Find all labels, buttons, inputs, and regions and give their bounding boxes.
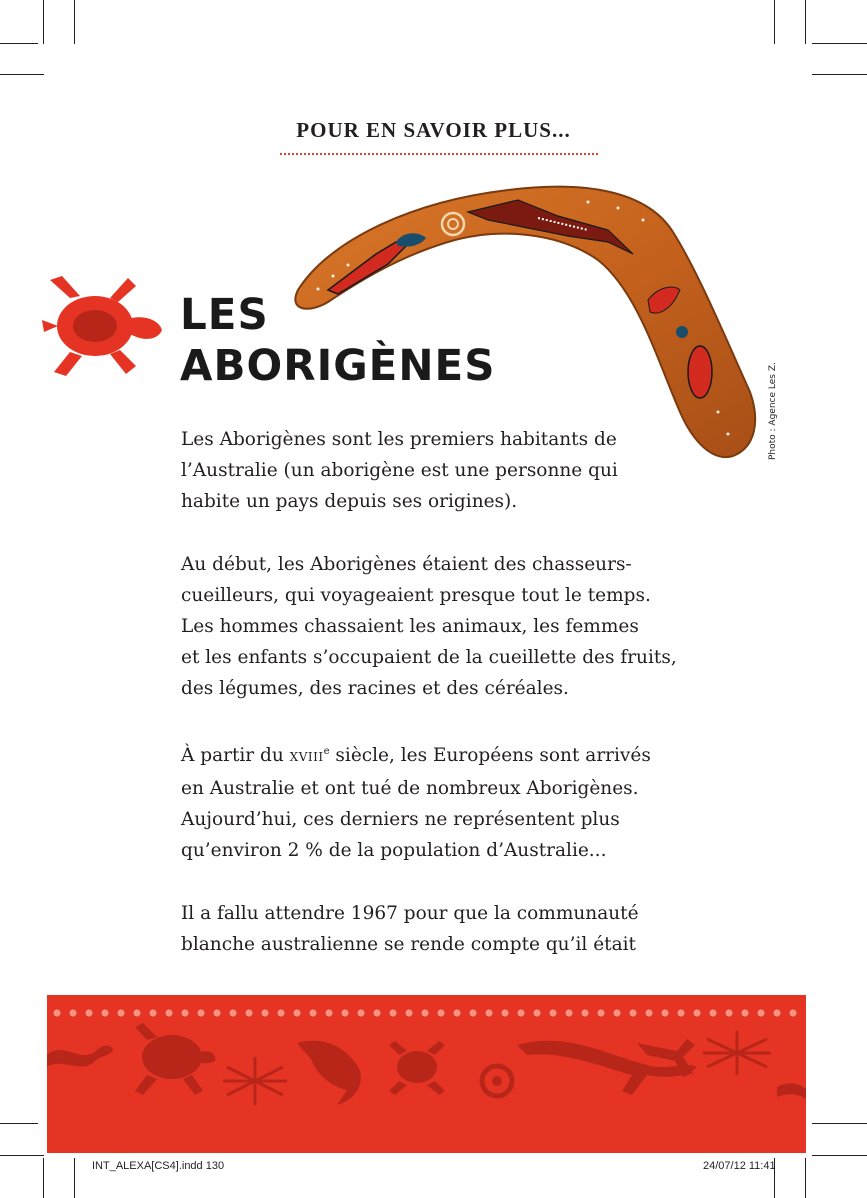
crop-mark <box>805 0 806 44</box>
crop-mark <box>812 1155 867 1156</box>
title-line-1: LES <box>180 289 269 339</box>
century-numeral: XVIII <box>289 750 324 765</box>
body-text <box>181 424 701 992</box>
text-line: qu’environ 2 % de la population d’Australie... <box>181 840 607 862</box>
page-title <box>180 289 495 391</box>
title-line-2: ABORIGÈNES <box>180 340 496 390</box>
text-line: l’Australie (un aborigène est une personne qui <box>181 460 618 481</box>
decorative-band <box>47 995 806 1153</box>
turtle-motif <box>135 1023 215 1095</box>
text-fragment: À partir du <box>181 745 290 767</box>
text-line: Les hommes chassaient les animaux, les femmes <box>181 616 639 637</box>
slug-date: 24/07/12 11:41 <box>703 1160 776 1172</box>
text-line: des légumes, des racines et des céréales. <box>181 678 569 699</box>
lizard-motif <box>517 1041 697 1095</box>
crop-mark <box>0 74 44 75</box>
text-line: cueilleurs, qui voyageaient presque tout le temps. <box>181 585 651 606</box>
snake-motif <box>47 1046 113 1067</box>
header-dotted-rule <box>280 153 598 155</box>
aboriginal-motifs <box>47 995 806 1153</box>
text-line: et les enfants s’occupaient de la cueillette des fruits, <box>181 647 677 668</box>
crop-mark <box>74 1158 75 1198</box>
text-line: Les Aborigènes sont les premiers habitants de <box>181 429 617 450</box>
paragraph <box>181 736 701 866</box>
crop-mark <box>0 1155 44 1156</box>
century-suffix: e <box>323 746 330 757</box>
text-line: en Australie et ont tué de nombreux Aborigènes. <box>181 778 639 800</box>
paragraph <box>181 898 701 960</box>
star-motif <box>703 1031 771 1075</box>
crop-mark <box>43 0 44 44</box>
text-line: Au début, les Aborigènes étaient des chasseurs- <box>181 554 632 575</box>
star-motif <box>223 1057 287 1105</box>
crop-mark <box>774 0 775 44</box>
crop-mark <box>43 1158 44 1198</box>
crop-mark <box>805 1158 806 1198</box>
crop-mark <box>0 1123 38 1124</box>
turtle-motif <box>389 1041 445 1095</box>
text-line <box>181 736 701 773</box>
text-line: Il a fallu attendre 1967 pour que la communauté <box>181 903 639 925</box>
paragraph <box>181 549 701 704</box>
text-line: habite un pays depuis ses origines). <box>181 491 518 512</box>
text-line: blanche australienne se rende compte qu’il était <box>181 934 636 956</box>
photo-credit: Photo : Agence Les Z. <box>768 362 778 460</box>
text-line: Aujourd’hui, ces derniers ne représentent plus <box>181 809 620 831</box>
slug-file: INT_ALEXA[CS4].indd 130 <box>92 1160 225 1172</box>
crop-mark <box>74 0 75 44</box>
paragraph <box>181 424 701 517</box>
bird-motif <box>297 1041 361 1105</box>
turtle-icon <box>40 268 170 388</box>
crop-mark <box>812 43 867 44</box>
crop-mark <box>0 43 38 44</box>
crop-mark <box>812 1123 867 1124</box>
text-fragment: siècle, les Européens sont arrivés <box>329 745 651 767</box>
section-header: POUR EN SAVOIR PLUS... <box>296 118 571 142</box>
crop-mark <box>812 74 867 75</box>
